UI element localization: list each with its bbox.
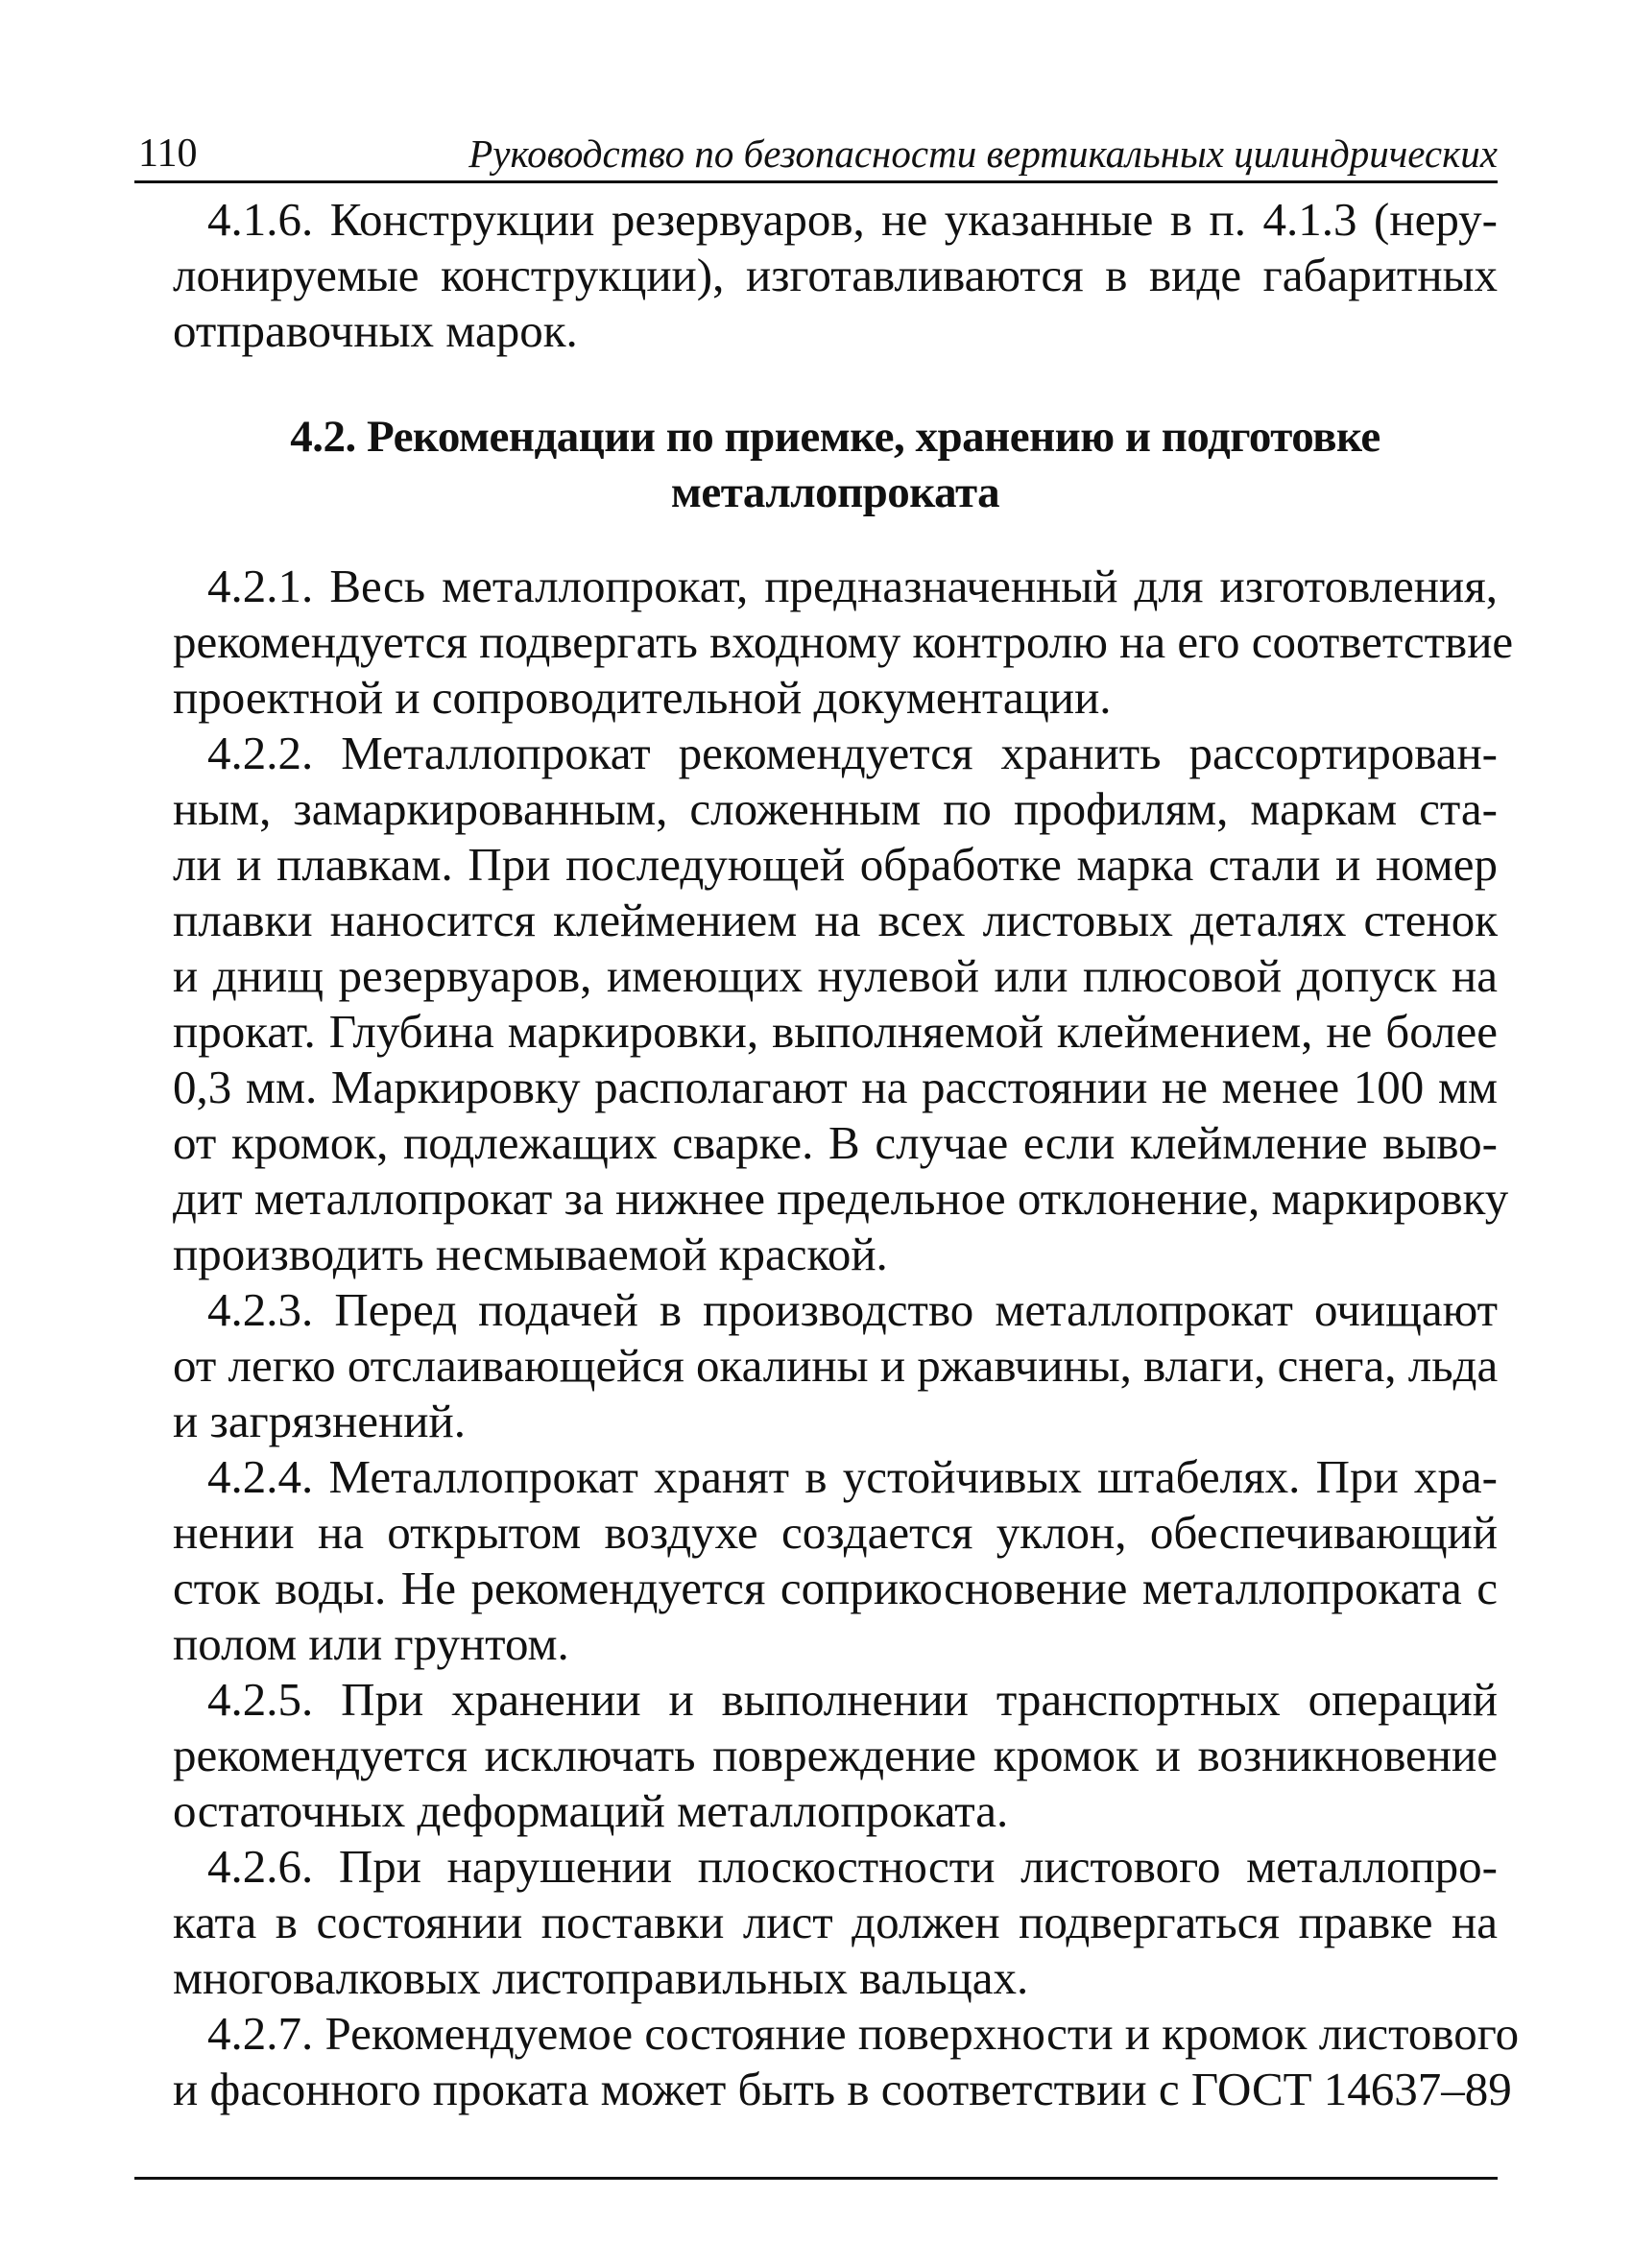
text-line: 4.2.4. Металлопрокат хранят в устойчивых штабелях. При хра-: [207, 1450, 1498, 1503]
section-heading-4-2: [173, 409, 1498, 520]
text-line: 4.2.2. Металлопрокат рекомендуется хранить рассортирован-: [207, 727, 1498, 779]
paragraph-4-2-7: [173, 2006, 1520, 2117]
text-line: рекомендуется подвергать входному контролю на его соответствие: [173, 615, 1514, 668]
paragraph-4-2-2: [173, 726, 1509, 1282]
text-line: 0,3 мм. Маркировку располагают на расстоянии не менее 100 мм: [173, 1061, 1498, 1113]
text-line: 4.2.7. Рекомендуемое состояние поверхности и кромок листового: [207, 2007, 1520, 2060]
text-line: 4.2.1. Весь металлопрокат, предназначенный для изготовления,: [207, 560, 1498, 612]
paragraph-4-2-6: [173, 1839, 1498, 2006]
text-line: ли и плавкам. При последующей обработке марка стали и номер: [173, 838, 1498, 891]
text-line: проектной и сопроводительной документации.: [173, 671, 1112, 724]
text-line: рекомендуется исключать повреждение кромок и возникновение: [173, 1729, 1498, 1781]
text-line: и днищ резервуаров, имеющих нулевой или плюсовой допуск на: [173, 949, 1498, 1002]
paragraph-4-1-6: [173, 192, 1498, 359]
heading-line: металлопроката: [670, 467, 1000, 517]
page-header: [134, 129, 1498, 183]
text-line: 4.2.3. Перед подачей в производство металлопрокат очищают: [207, 1283, 1498, 1336]
body-text: [173, 192, 1520, 2117]
text-line: и загрязнений.: [173, 1395, 466, 1447]
bottom-rule: [134, 2177, 1498, 2180]
page-number: 110: [138, 131, 198, 176]
running-title: Руководство по безопасности вертикальных цилиндрических: [468, 131, 1498, 176]
text-line: производить несмываемой краской.: [173, 1228, 888, 1280]
text-line: от легко отслаивающейся окалины и ржавчины, влаги, снега, льда: [173, 1339, 1499, 1392]
text-line: ным, замаркированным, сложенным по профилям, маркам ста-: [173, 782, 1498, 835]
paragraph-4-2-1: [173, 559, 1514, 726]
text-line: нении на открытом воздухе создается уклон, обеспечивающий: [173, 1506, 1498, 1559]
text-line: 4.1.6. Конструкции резервуаров, не указанные в п. 4.1.3 (неру-: [207, 193, 1498, 246]
text-line: прокат. Глубина маркировки, выполняемой клеймением, не более: [173, 1005, 1498, 1058]
text-line: от кромок, подлежащих сварке. В случае если клеймление выво-: [173, 1116, 1498, 1169]
text-line: многовалковых листоправильных вальцах.: [173, 1951, 1029, 2004]
text-line: 4.2.5. При хранении и выполнении транспортных операций: [207, 1673, 1498, 1726]
text-line: плавки наносится клеймением на всех листовых деталях стенок: [173, 894, 1498, 946]
text-line: 4.2.6. При нарушении плоскостности листового металлопро-: [207, 1840, 1498, 1893]
paragraph-4-2-4: [173, 1449, 1498, 1672]
paragraph-4-2-5: [173, 1672, 1498, 1839]
text-line: остаточных деформаций металлопроката.: [173, 1784, 1009, 1837]
paragraph-4-2-3: [173, 1282, 1498, 1449]
text-line: и фасонного проката может быть в соответствии с ГОСТ 14637–89: [173, 2063, 1512, 2115]
text-line: лонируемые конструкции), изготавливаются в виде габаритных: [173, 249, 1498, 301]
text-line: полом или грунтом.: [173, 1617, 569, 1670]
text-line: дит металлопрокат за нижнее предельное отклонение, маркировку: [173, 1172, 1509, 1225]
text-line: сток воды. Не рекомендуется соприкосновение металлопроката с: [173, 1562, 1498, 1614]
heading-line: 4.2. Рекомендации по приемке, хранению и подготовке: [290, 412, 1380, 462]
text-line: отправочных марок.: [173, 304, 578, 357]
text-line: ката в состоянии поставки лист должен подвергаться правке на: [173, 1896, 1498, 1948]
